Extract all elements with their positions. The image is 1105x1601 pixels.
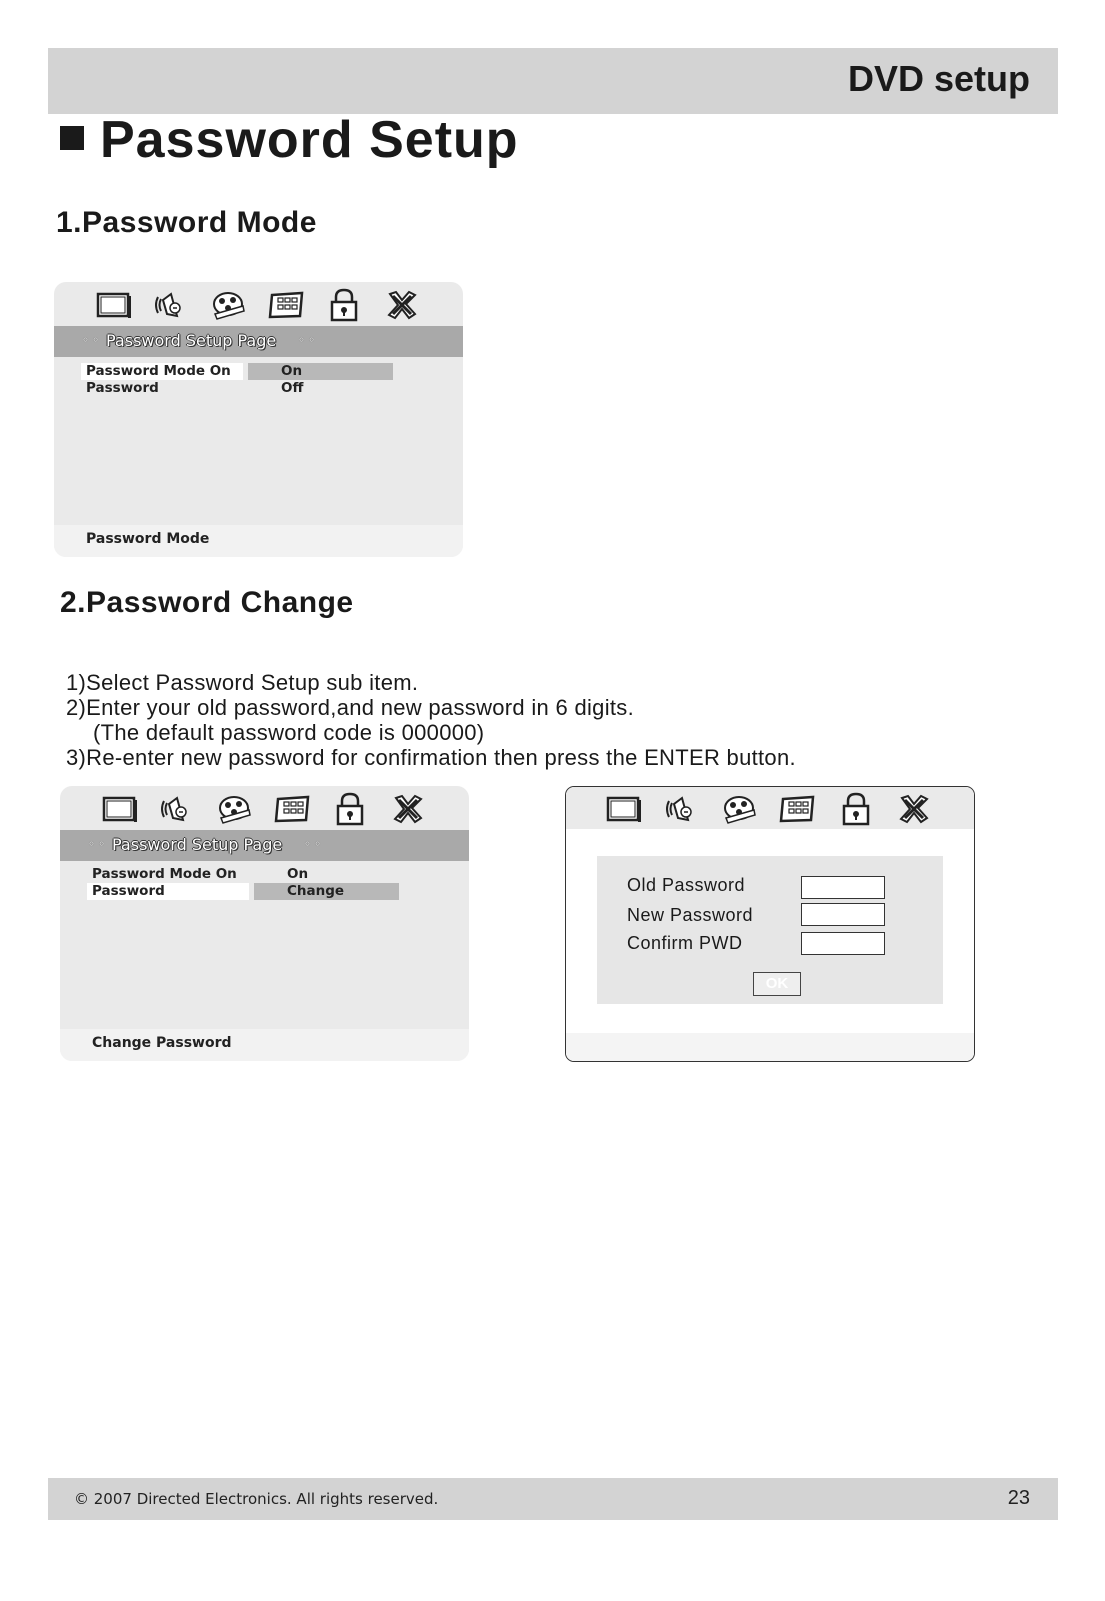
osd-footer xyxy=(54,525,463,557)
page-bar-dots-right: ◦◦ xyxy=(298,333,319,347)
osd-icon-bar xyxy=(566,787,974,829)
audio-speaker-icon[interactable] xyxy=(151,288,191,322)
page-bar-dots-right: ◦◦ xyxy=(304,837,325,851)
preferences-panel-icon[interactable] xyxy=(267,288,307,322)
confirm-password-field[interactable] xyxy=(801,932,885,955)
exit-x-icon[interactable] xyxy=(382,288,422,322)
new-password-label: New Password xyxy=(627,905,754,925)
instruction-default-code-note: (The default password code is 000000) xyxy=(93,720,485,745)
title-bullet-square xyxy=(60,126,84,150)
instruction-step-2: 2)Enter your old password,and new password in 6 digits. xyxy=(66,695,635,720)
exit-x-icon[interactable] xyxy=(894,792,934,826)
osd-page-title: Password Setup Page xyxy=(112,835,283,854)
osd-page-bar xyxy=(60,830,469,861)
osd-row-label: Password Mode On xyxy=(92,866,237,882)
osd-menu-password-mode xyxy=(54,282,463,557)
preferences-panel-icon[interactable] xyxy=(778,792,818,826)
dialog-bottom-strip xyxy=(566,1033,974,1061)
section-heading-password-change: 2.Password Change xyxy=(60,586,354,619)
preferences-panel-icon[interactable] xyxy=(273,792,313,826)
audio-speaker-icon[interactable] xyxy=(157,792,197,826)
tv-screen-icon[interactable] xyxy=(94,288,134,322)
osd-row-label: Password xyxy=(86,380,159,396)
audio-speaker-icon[interactable] xyxy=(662,792,702,826)
osd-row-password-mode[interactable] xyxy=(60,866,469,883)
padlock-icon[interactable] xyxy=(330,792,370,826)
footer-bar xyxy=(48,1478,1058,1520)
osd-row-label: Password Mode On xyxy=(81,363,243,380)
video-reel-icon[interactable] xyxy=(215,792,255,826)
osd-row-value: On xyxy=(248,363,393,380)
video-reel-icon[interactable] xyxy=(209,288,249,322)
page-title: Password Setup xyxy=(100,111,519,169)
instruction-step-1: 1)Select Password Setup sub item. xyxy=(66,670,419,695)
osd-page-bar xyxy=(54,326,463,357)
header-bar xyxy=(48,48,1058,114)
section-heading-password-mode: 1.Password Mode xyxy=(56,206,317,239)
osd-row-password[interactable] xyxy=(54,380,463,397)
osd-page-title: Password Setup Page xyxy=(106,331,277,350)
password-form-panel xyxy=(597,856,943,1004)
padlock-icon[interactable] xyxy=(324,288,364,322)
page-number: 23 xyxy=(1007,1487,1030,1509)
osd-footer-text: Password Mode xyxy=(86,531,210,547)
copyright-text: © 2007 Directed Electronics. All rights reserved. xyxy=(74,1490,439,1508)
padlock-icon[interactable] xyxy=(836,792,876,826)
osd-row-password-mode[interactable] xyxy=(54,363,463,380)
old-password-field[interactable] xyxy=(801,876,885,899)
ok-button[interactable]: OK xyxy=(753,972,801,996)
osd-row-value: Off xyxy=(281,380,304,396)
exit-x-icon[interactable] xyxy=(388,792,428,826)
tv-screen-icon[interactable] xyxy=(100,792,140,826)
confirm-password-label: Confirm PWD xyxy=(627,933,743,953)
osd-row-value: Change xyxy=(254,883,399,900)
osd-row-value: On xyxy=(287,866,309,882)
osd-menu-password-change xyxy=(60,786,469,1061)
video-reel-icon[interactable] xyxy=(720,792,760,826)
page-bar-dots-left: ◦◦ xyxy=(88,837,109,851)
instruction-step-3: 3)Re-enter new password for confirmation then press the ENTER button. xyxy=(66,745,796,770)
instructions-list xyxy=(66,670,796,770)
osd-footer xyxy=(60,1029,469,1061)
osd-row-label: Password xyxy=(87,883,249,900)
old-password-label: Old Password xyxy=(627,875,746,895)
osd-row-password[interactable] xyxy=(60,883,469,900)
osd-icon-bar xyxy=(60,786,469,830)
osd-footer-text: Change Password xyxy=(92,1035,232,1051)
page-bar-dots-left: ◦◦ xyxy=(82,333,103,347)
osd-icon-bar xyxy=(54,282,463,326)
tv-screen-icon[interactable] xyxy=(604,792,644,826)
new-password-field[interactable] xyxy=(801,903,885,926)
header-title: DVD setup xyxy=(847,58,1030,99)
password-change-dialog xyxy=(565,786,975,1062)
